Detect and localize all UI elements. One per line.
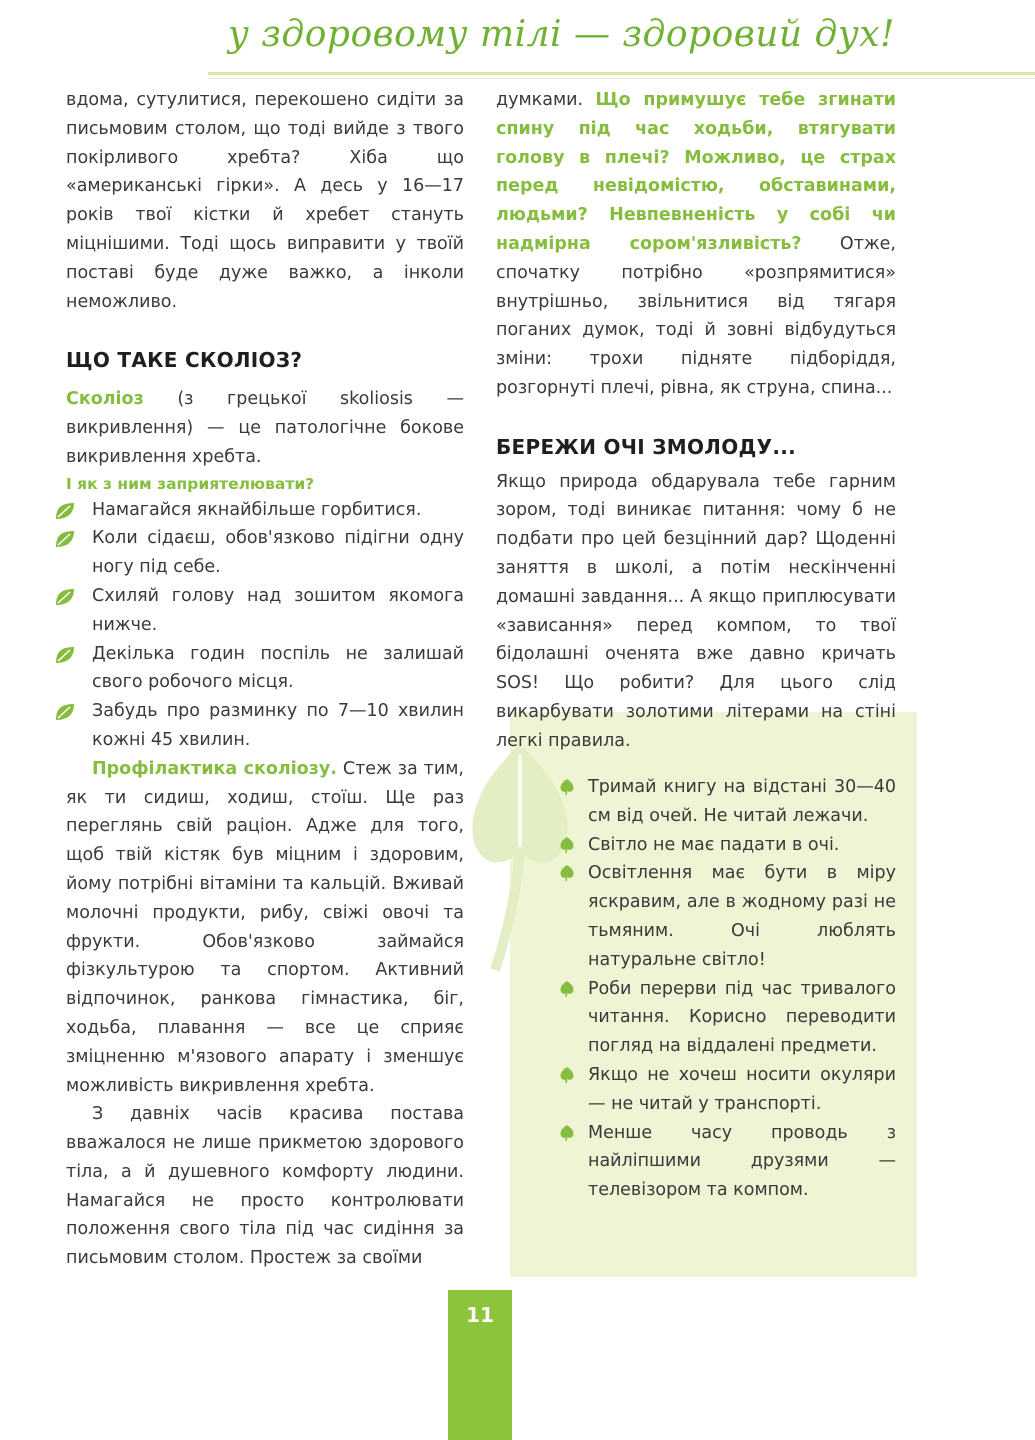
list-item bbox=[562, 975, 896, 1061]
continuation-highlight: Що примушує тебе згинати спину під час ходьби, втягувати голову в плечі? Можливо, це страх перед невідомістю, обставинами, людьми? Невпевненість у собі чи надмірна сором'язливість? bbox=[496, 90, 897, 254]
posture-continuation bbox=[496, 86, 896, 403]
prevention-term: Профілактика сколіозу. bbox=[92, 758, 337, 779]
right-column bbox=[496, 86, 896, 756]
scoliosis-definition-text: (з грецької skoliosis — викривлення) — це патологічне бокове викривлення хребта. bbox=[66, 389, 464, 467]
list-item bbox=[66, 582, 464, 640]
list-item-text: Світло не має падати в очі. bbox=[588, 834, 840, 855]
list-item-text: Намагайся якнайбільше горбитися. bbox=[92, 499, 422, 520]
continuation-end: Отже, спочатку потрібно «розпрямитися» внутрішньо, звільнитися від тягаря поганих думок, тоді й зовні відбудуться зміни: трохи підняте підборіддя, розгорнуті плечі, рівна, як струна, спина... bbox=[496, 233, 896, 398]
scoliosis-term: Сколіоз bbox=[66, 389, 144, 410]
left-intro-paragraph: вдома, сутулитися, перекошено сидіти за письмовим столом, що тоді вийде з твого покірливого хребта? Хіба що «американські гірки». А десь у 16—17 років твої кістки й хребет стануть міцнішими. Тоді щось виправити у твоїй поставі буде дуже важко, а інколи неможливо. bbox=[66, 90, 464, 312]
scoliosis-definition bbox=[66, 385, 464, 471]
list-item bbox=[562, 831, 896, 860]
prevention-paragraph bbox=[66, 755, 464, 1101]
scoliosis-list bbox=[66, 496, 464, 755]
eye-rules-list-container bbox=[562, 773, 896, 1205]
leaf-bullet-icon bbox=[558, 1067, 576, 1084]
leaf-bullet-icon bbox=[54, 645, 76, 665]
list-item-text: Схиляй голову над зошитом якомога нижче. bbox=[92, 585, 464, 635]
leaf-bullet-icon bbox=[54, 501, 76, 521]
list-item bbox=[562, 859, 896, 974]
leaf-bullet-icon bbox=[54, 587, 76, 607]
list-item-text: Менше часу проводь з найліпшими друзями — телевізором та компом. bbox=[588, 1122, 896, 1201]
page-number: 11 bbox=[466, 1303, 494, 1327]
list-item-text: Якщо не хочеш носити окуляри — не читай у транспорті. bbox=[588, 1064, 896, 1114]
scoliosis-subheading: І як з ним заприятелювати? bbox=[66, 474, 315, 493]
header-rule-thin bbox=[208, 78, 1035, 79]
prevention-text: Стеж за тим, як ти сидиш, ходиш, стоїш. Ще раз переглянь свій раціон. Адже для того, щоб твій кістяк був міцним і здоровим, йому потрібні вітаміни та кальцій. Вживай молочні продукти, рибу, свіжі овочі та фрукти. Обов'язково займайся фізкультурою та спортом. Активний відпочинок, ранкова гімнастика, біг, ходьба, плавання — все це сприяє зміцненню м'язового апарату і зменшує можливість викривлення хребта. bbox=[66, 758, 464, 1096]
eyes-heading: БЕРЕЖИ ОЧІ ЗМОЛОДУ... bbox=[496, 434, 797, 459]
leaf-bullet-icon bbox=[558, 779, 576, 796]
list-item bbox=[66, 640, 464, 698]
left-column bbox=[66, 86, 464, 1273]
leaf-bullet-icon bbox=[558, 981, 576, 998]
list-item bbox=[66, 697, 464, 755]
continuation-start: думками. bbox=[496, 90, 596, 110]
list-item-text: Освітлення має бути в міру яскравим, але в жодному разі не тьмяним. Очі люблять натуральне світло! bbox=[588, 863, 896, 970]
list-item bbox=[66, 524, 464, 582]
leaf-bullet-icon bbox=[558, 1125, 576, 1142]
leaf-bullet-icon bbox=[54, 702, 76, 722]
list-item bbox=[562, 1119, 896, 1205]
eye-rules-list bbox=[562, 773, 896, 1205]
eyes-intro: Якщо природа обдарувала тебе гарним зором, тоді виникає питання: чому б не подбати про цей безцінний дар? Щоденні заняття в школі, а потім нескінченні домашні завдання... А якщо приплюсувати «зависання» перед компом, то твої бідолашні оченята вже давно кричать SOS! Що робити? Для цього слід викарбувати золотими літерами на стіні легкі правила. bbox=[496, 471, 896, 751]
page-header-title: у здоровому тілі — здоровий дух! bbox=[227, 14, 895, 55]
list-item-text: Коли сідаєш, обов'язково підігни одну ногу під себе. bbox=[92, 528, 464, 578]
list-item bbox=[562, 1061, 896, 1119]
list-item-text: Декілька годин поспіль не залишай свого робочого місця. bbox=[92, 643, 464, 693]
list-item-text: Тримай книгу на відстані 30—40 см від очей. Не читай лежачи. bbox=[588, 777, 896, 826]
list-item-text: Роби перерви під час тривалого читання. Корисно переводити погляд на віддалені предмети. bbox=[588, 978, 896, 1057]
list-item bbox=[66, 496, 464, 525]
leaf-bullet-icon bbox=[54, 529, 76, 549]
scoliosis-heading: ЩО ТАКЕ СКОЛІОЗ? bbox=[66, 348, 303, 373]
leaf-bullet-icon bbox=[558, 865, 576, 882]
list-item bbox=[562, 773, 896, 831]
header-rule bbox=[208, 72, 1035, 75]
leaf-bullet-icon bbox=[558, 837, 576, 854]
list-item-text: Забудь про разминку по 7—10 хвилин кожні 45 хвилин. bbox=[92, 701, 464, 750]
posture-paragraph: З давніх часів красива постава вважалося не лише прикметою здорового тіла, а й душевного комфорту людини. Намагайся не просто контролювати положення свого тіла під час сидіння за письмовим столом. Простеж за своїми bbox=[66, 1104, 464, 1269]
